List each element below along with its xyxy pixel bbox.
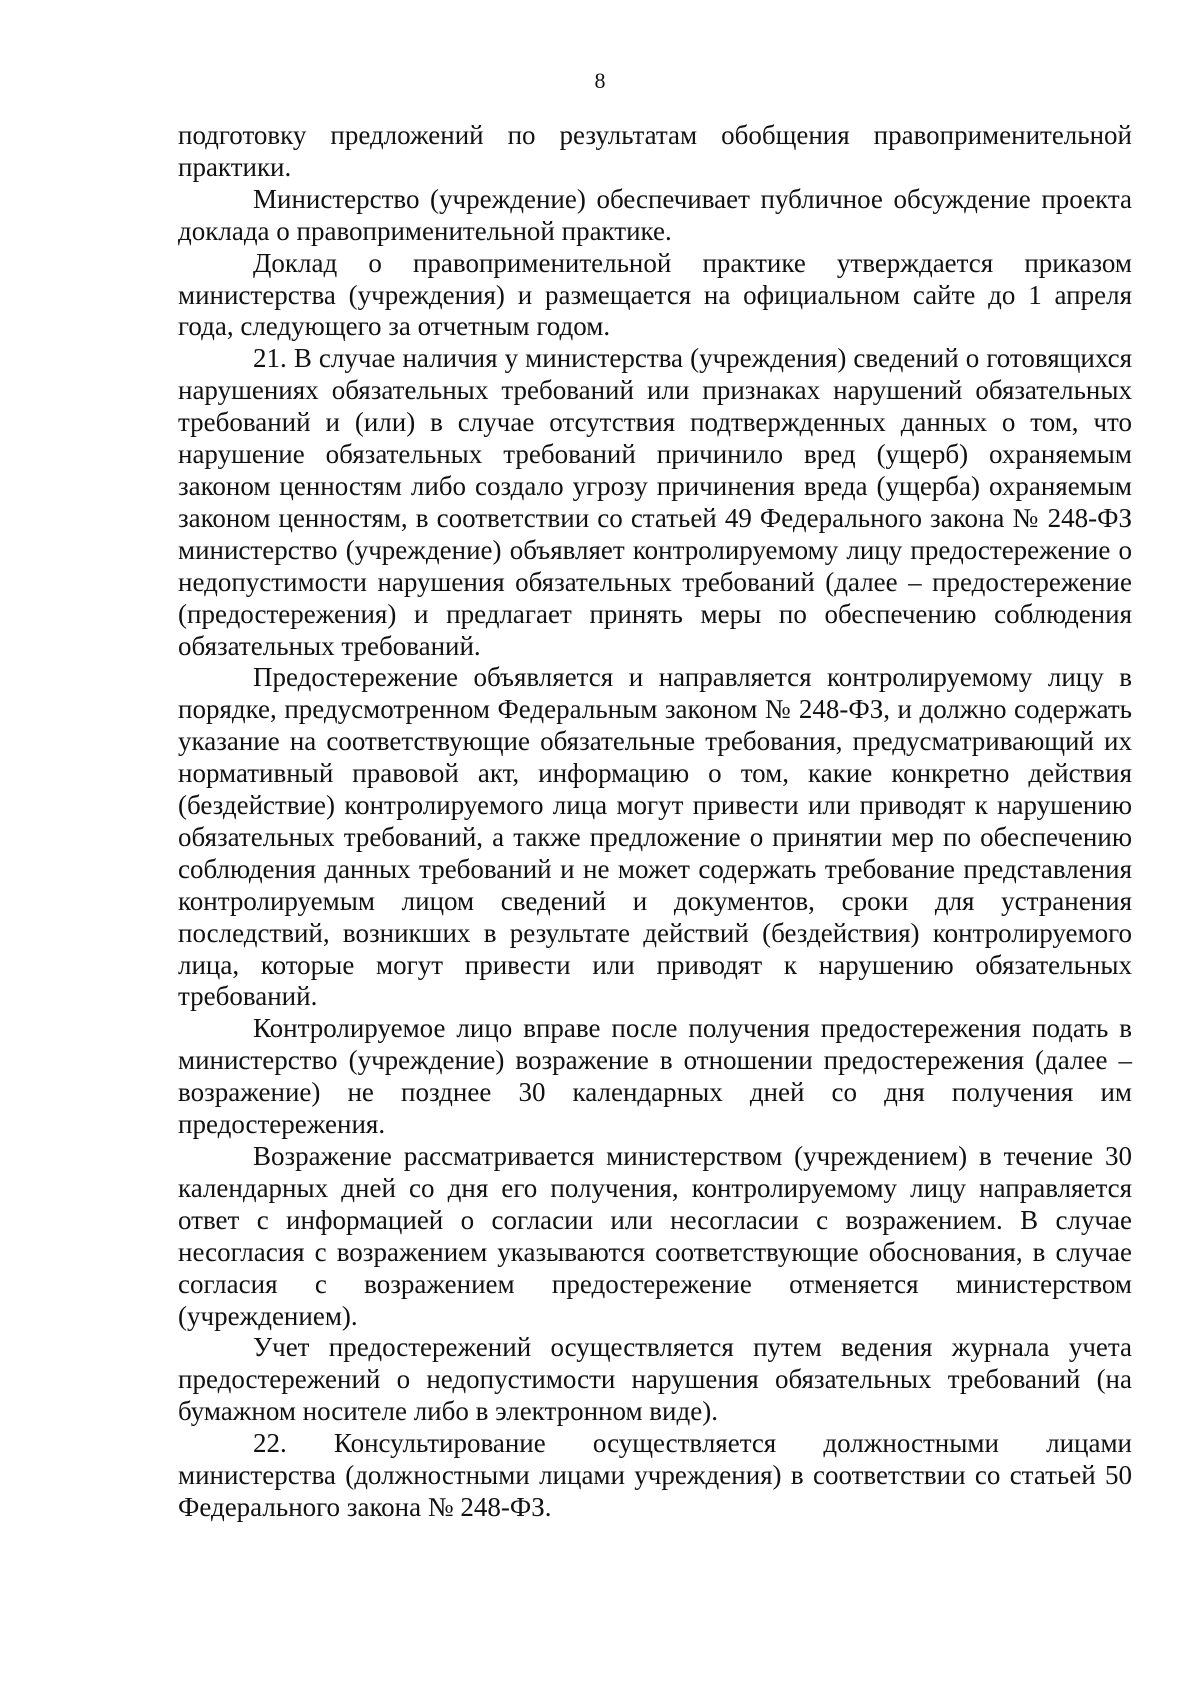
paragraph-clause-21: 21. В случае наличия у министерства (учреждения) сведений о готовящихся нарушениях обязательных требований или признаках нарушений обязательных требований и (или) в случае отсутствия подтвержденных данных о том, что нарушение обязательных требований причинило вред (ущерб) охраняемым законом ценностям либо создало угрозу причинения вреда (ущерба) охраняемым законом ценностям, в соответствии со статьей 49 Федерального закона № 248-ФЗ министерство (учреждение) объявляет контролируемому лицу предостережение о недопустимости нарушения обязательных требований (далее – предостережение (предостережения) и предлагает принять меры по обеспечению соблюдения обязательных требований.: [178, 343, 1132, 661]
paragraph-report-approval: Доклад о правоприменительной практике утверждается приказом министерства (учреждения) и размещается на официальном сайте до 1 апреля года, следующего за отчетным годом.: [178, 247, 1132, 342]
paragraph-clause-22: 22. Консультирование осуществляется должностными лицами министерства (должностными лицами учреждения) в соответствии со статьей 50 Федерального закона № 248-ФЗ.: [178, 1428, 1132, 1522]
paragraph-continuation: подготовку предложений по результатам обобщения правоприменительной практики.: [178, 120, 1132, 182]
paragraph-objection-right: Контролируемое лицо вправе после получения предостережения подать в министерство (учреждение) возражение в отношении предостережения (далее – возражение) не позднее 30 календарных дней со дня получения им предостережения.: [178, 1013, 1132, 1140]
page-number: 8: [594, 68, 606, 93]
paragraph-warning-content: Предостережение объявляется и направляется контролируемому лицу в порядке, предусмотренном Федеральным законом № 248-ФЗ, и должно содержать указание на соответствующие обязательные требования, предусматривающий их нормативный правовой акт, информацию о том, какие конкретно действия (бездействие) контролируемого лица могут привести или приводят к нарушению обязательных требований, а также предложение о принятии мер по обеспечению соблюдения данных требований и не может содержать требование представления контролируемым лицом сведений и документов, сроки для устранения последствий, возникших в результате действий (бездействия) контролируемого лица, которые могут привести или приводят к нарушению обязательных требований.: [178, 662, 1132, 1012]
document-body: [178, 120, 1132, 1524]
paragraph-public-discussion: Министерство (учреждение) обеспечивает публичное обсуждение проекта доклада о правоприменительной практике.: [178, 183, 1132, 246]
paragraph-objection-review: Возражение рассматривается министерством (учреждением) в течение 30 календарных дней со дня его получения, контролируемому лицу направляется ответ с информацией о согласии или несогласии с возражением. В случае несогласия с возражением указываются соответствующие обоснования, в случае согласия с возражением предостережение отменяется министерством (учреждением).: [178, 1141, 1132, 1331]
paragraph-warnings-register: Учет предостережений осуществляется путем ведения журнала учета предостережений о недопустимости нарушения обязательных требований (на бумажном носителе либо в электронном виде).: [178, 1332, 1132, 1427]
